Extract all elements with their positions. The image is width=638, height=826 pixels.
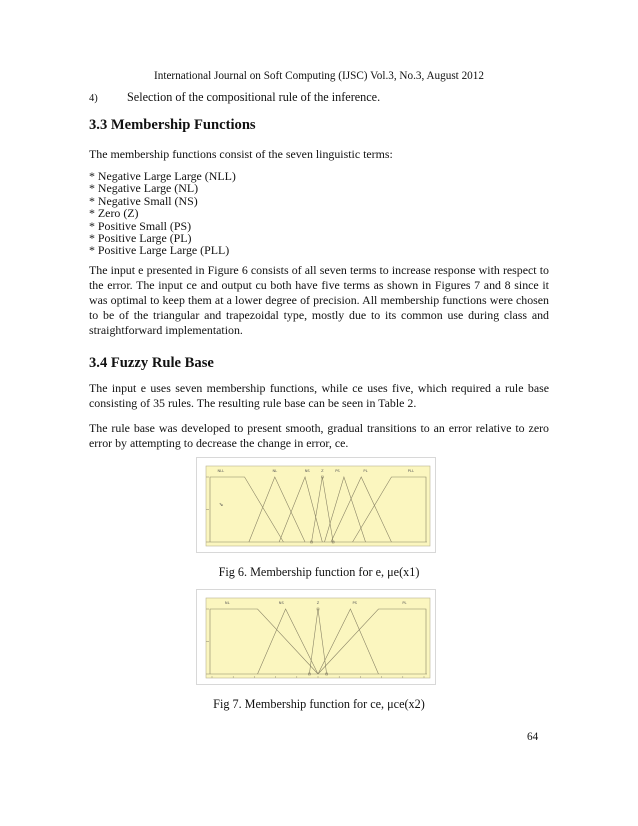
- step-number: 4): [89, 93, 98, 104]
- list-item: * Negative Large (NL): [89, 181, 199, 196]
- rule-base-paragraph-1: [89, 381, 549, 411]
- plot-area: [206, 466, 430, 546]
- list-item: * Negative Small (NS): [89, 193, 198, 208]
- paragraph-line: The input e uses seven membership functions, while ce uses five, which required a rule base: [89, 381, 549, 395]
- figure-6-svg: [197, 458, 435, 552]
- section-heading-3-3: 3.3 Membership Functions: [89, 117, 256, 133]
- paragraph-line: straightforward implementation.: [89, 323, 243, 337]
- paragraph-line: The input e presented in Figure 6 consists of all seven terms to increase response with respect to: [89, 263, 549, 277]
- membership-body-paragraph: [89, 263, 549, 338]
- mf-label: NLL: [217, 469, 225, 473]
- list-item: * Positive Large Large (PLL): [89, 243, 230, 258]
- figure-7-membership-plot: [196, 589, 436, 685]
- section-heading-3-4: 3.4 Fuzzy Rule Base: [89, 355, 214, 371]
- paragraph-line: consisting of 35 rules. The resulting rule base can be seen in Table 2.: [89, 396, 417, 410]
- mf-label: Z: [316, 601, 320, 605]
- page-number: 64: [527, 731, 539, 743]
- mf-label: NL: [272, 469, 278, 473]
- running-head: International Journal on Soft Computing (IJSC) Vol.3, No.3, August 2012: [154, 70, 484, 82]
- paragraph-line: to be of the triangular and trapezoidal type, mostly due to its common use during class and: [89, 308, 549, 322]
- paragraph-line: The rule base was developed to present smooth, gradual transitions to an error relative to zero: [89, 421, 549, 435]
- method-step-4: [89, 90, 380, 105]
- figure-6-caption: Fig 6. Membership function for e, μe(x1): [218, 565, 420, 579]
- step-text: Selection of the compositional rule of the inference.: [127, 90, 381, 104]
- mf-label: PL: [363, 469, 368, 473]
- figure-6-membership-plot: [196, 457, 436, 553]
- list-item: * Positive Large (PL): [89, 231, 192, 246]
- mf-label: NL: [224, 601, 230, 605]
- mf-label: NS: [304, 469, 310, 473]
- mf-label: PS: [352, 601, 357, 605]
- linguistic-terms-list: [89, 170, 236, 257]
- paragraph-line: error by attempting to decrease the change in error, ce.: [89, 436, 349, 450]
- figure-7-svg: [197, 590, 435, 684]
- mf-label: NS: [278, 601, 284, 605]
- mf-label: Z: [321, 469, 324, 473]
- figure-7-caption: Fig 7. Membership function for ce, μce(x2): [213, 697, 425, 711]
- mf-label: PS: [335, 469, 340, 473]
- list-item: * Zero (Z): [89, 206, 139, 221]
- cursor-icon: ⇘: [219, 502, 224, 508]
- mf-label: PLL: [407, 469, 414, 473]
- list-item: * Positive Small (PS): [89, 218, 192, 233]
- membership-intro: The membership functions consist of the seven linguistic terms:: [89, 147, 393, 161]
- mf-label: PL: [402, 601, 407, 605]
- list-item: * Negative Large Large (NLL): [89, 169, 236, 183]
- paragraph-line: the error. The input ce and output cu both have five terms as shown in Figures 7 and 8 since it: [89, 278, 549, 292]
- rule-base-paragraph-2: [89, 421, 549, 451]
- paragraph-line: was optimal to keep them at a lower degree of precision. All membership functions were chosen: [89, 293, 549, 307]
